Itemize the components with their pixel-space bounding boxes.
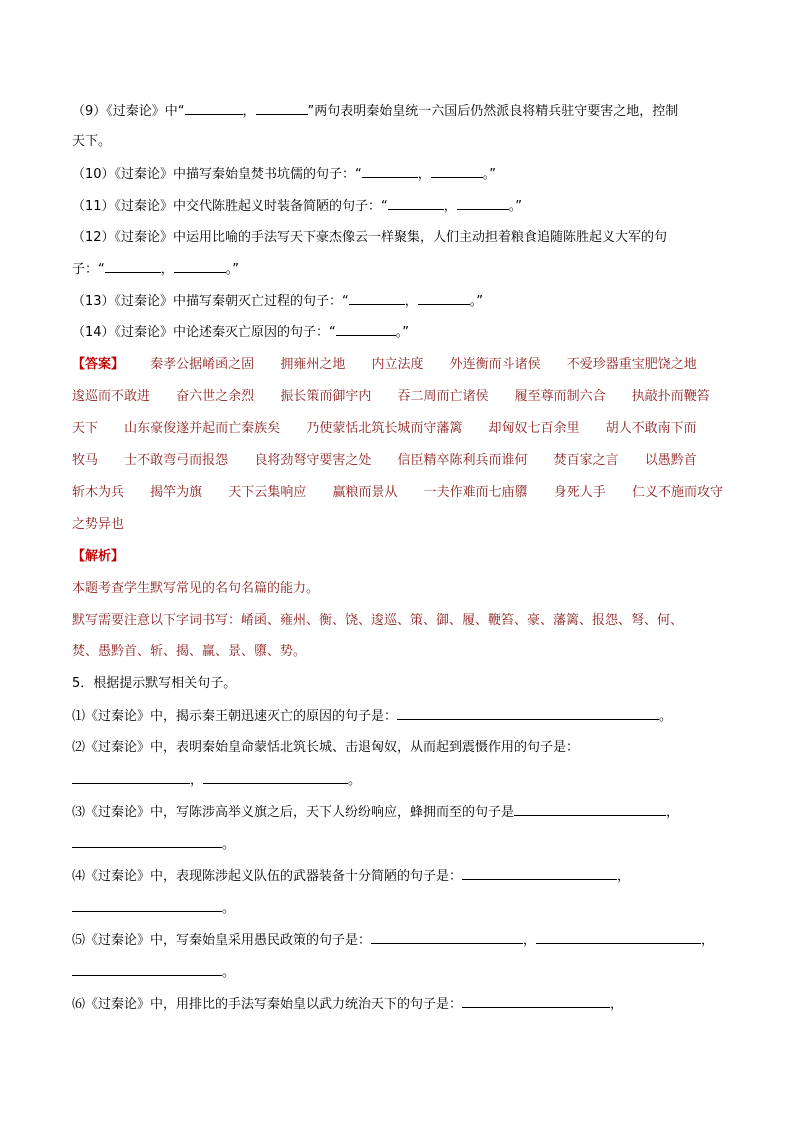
- answer-blank[interactable]: [336, 323, 396, 336]
- answer-tag: 【答案】: [72, 357, 125, 372]
- question-9-line-1: （9）《过秦论》中“ ， ”两句表明秦始皇统一六国后仍然派良将精兵驻守要害之地，控制: [72, 104, 679, 119]
- question-9-line-2: 天下。: [72, 134, 112, 149]
- answer-item: 仁义不施而攻守: [631, 485, 723, 500]
- answer-item: 赢粮而景从: [332, 485, 398, 500]
- answer-item: 逡巡而不敢进: [72, 389, 151, 404]
- answer-item: 山东豪俊遂并起而亡秦族矣: [124, 421, 281, 436]
- answer-line-4: [72, 452, 697, 470]
- analysis-line-1: 本题考查学生默写常见的名句名篇的能力。: [72, 581, 320, 596]
- answer-blank[interactable]: [256, 102, 308, 115]
- analysis-tag: 【解析】: [72, 549, 125, 564]
- answer-blank[interactable]: [397, 707, 659, 720]
- answer-line-2: [72, 388, 710, 406]
- answer-blank[interactable]: [72, 771, 190, 784]
- q5-part-2-line-2: ， 。: [72, 771, 361, 790]
- answer-item: 外连衡而斗诸侯: [449, 357, 541, 372]
- answer-item: 一夫作难而七庙隳: [423, 485, 528, 500]
- answer-item: 斩木为兵: [72, 485, 125, 500]
- answer-blank[interactable]: [457, 197, 509, 210]
- answer-item: 士不敢弯弓而报怨: [124, 453, 229, 468]
- answer-item: 执敲扑而鞭笞: [631, 389, 710, 404]
- answer-blank[interactable]: [418, 292, 470, 305]
- answer-blank[interactable]: [462, 995, 610, 1008]
- answer-line-1: [72, 356, 697, 374]
- answer-blank[interactable]: [431, 165, 483, 178]
- answer-item: 揭竿为旗: [150, 485, 203, 500]
- q5-part-5-line-1: ⑸《过秦论》中，写秦始皇采用愚民政策的句子是： ， ，: [72, 933, 715, 948]
- q5-part-4-line-2: 。: [72, 899, 235, 918]
- answer-item: 内立法度: [371, 357, 424, 372]
- question-14: （14）《过秦论》中论述秦灭亡原因的句子：“ 。”: [72, 325, 410, 340]
- answer-blank[interactable]: [371, 931, 523, 944]
- answer-item: 牧马: [72, 453, 99, 468]
- answer-blank[interactable]: [105, 260, 161, 273]
- answer-item: 奋六世之余烈: [176, 389, 255, 404]
- analysis-line-2: 默写需要注意以下字词书写：崤函、雍州、衡、饶、逡巡、策、御、履、鞭笞、豪、藩篱、报怨、弩、何、: [72, 613, 684, 628]
- answer-item: 振长策而御宇内: [280, 389, 372, 404]
- answer-item: 之势异也: [72, 517, 125, 532]
- q5-part-3-line-2: 。: [72, 835, 235, 854]
- analysis-line-3: 焚、愚黔首、斩、揭、赢、景、隳、势。: [72, 644, 307, 659]
- question-5-title: 5．根据提示默写相关句子。: [72, 676, 237, 691]
- answer-item: 天下: [72, 421, 99, 436]
- answer-blank[interactable]: [462, 867, 617, 880]
- answer-blank[interactable]: [362, 165, 418, 178]
- answer-item: 天下云集响应: [228, 485, 307, 500]
- q5-part-2-line-1: ⑵《过秦论》中，表明秦始皇命蒙恬北筑长城、击退匈奴，从而起到震慑作用的句子是：: [72, 740, 580, 755]
- answer-blank[interactable]: [72, 963, 222, 976]
- question-10: （10）《过秦论》中描写秦始皇焚书坑儒的句子：“ ， 。”: [72, 167, 497, 182]
- answer-blank[interactable]: [72, 899, 222, 912]
- answer-item: 不爱珍器重宝肥饶之地: [566, 357, 697, 372]
- q5-part-1: ⑴《过秦论》中，揭示秦王朝迅速灭亡的原因的句子是： 。: [72, 709, 673, 724]
- answer-item: 身死人手: [553, 485, 606, 500]
- q5-part-3-line-1: ⑶《过秦论》中，写陈涉高举义旗之后，天下人纷纷响应，蜂拥而至的句子是 ，: [72, 805, 680, 820]
- answer-item: 良将劲弩守要害之处: [254, 453, 372, 468]
- question-12-line-1: （12）《过秦论》中运用比喻的手法写天下豪杰像云一样聚集，人们主动担着粮食追随陈胜起义大军的句: [72, 230, 668, 245]
- answer-item: 却匈奴七百余里: [488, 421, 580, 436]
- answer-item: 履至尊而制六合: [514, 389, 606, 404]
- answer-item: 焚百家之言: [553, 453, 619, 468]
- answer-blank[interactable]: [349, 292, 405, 305]
- answer-item: 吞二周而亡诸侯: [397, 389, 489, 404]
- answer-blank[interactable]: [174, 260, 226, 273]
- answer-blank[interactable]: [203, 771, 348, 784]
- answer-blank[interactable]: [536, 931, 701, 944]
- answer-blank[interactable]: [185, 102, 243, 115]
- answer-item: 乃使蒙恬北筑长城而守藩篱: [306, 421, 463, 436]
- answer-blank[interactable]: [72, 835, 222, 848]
- answer-item: 信臣精卒陈利兵而谁何: [397, 453, 528, 468]
- answer-line-5: [72, 484, 723, 502]
- answer-item: 胡人不敢南下而: [605, 421, 697, 436]
- answer-blank[interactable]: [388, 197, 444, 210]
- answer-item: 以愚黔首: [644, 453, 697, 468]
- answer-line-3: [72, 420, 697, 438]
- answer-blank[interactable]: [514, 803, 666, 816]
- question-11: （11）《过秦论》中交代陈胜起义时装备简陋的句子：“ ， 。”: [72, 199, 523, 214]
- q5-part-5-line-2: 。: [72, 963, 235, 982]
- q5-part-4-line-1: ⑷《过秦论》中，表现陈涉起义队伍的武器装备十分简陋的句子是： ，: [72, 869, 631, 884]
- answer-line-6: [72, 516, 124, 534]
- answer-item: 秦孝公据崤函之固: [150, 357, 255, 372]
- q5-part-6-line-1: ⑹《过秦论》中，用排比的手法写秦始皇以武力统治天下的句子是： ，: [72, 997, 624, 1012]
- question-13: （13）《过秦论》中描写秦朝灭亡过程的句子：“ ， 。”: [72, 294, 484, 309]
- answer-item: 拥雍州之地: [280, 357, 346, 372]
- question-12-line-2: 子：“ ， 。”: [72, 262, 240, 277]
